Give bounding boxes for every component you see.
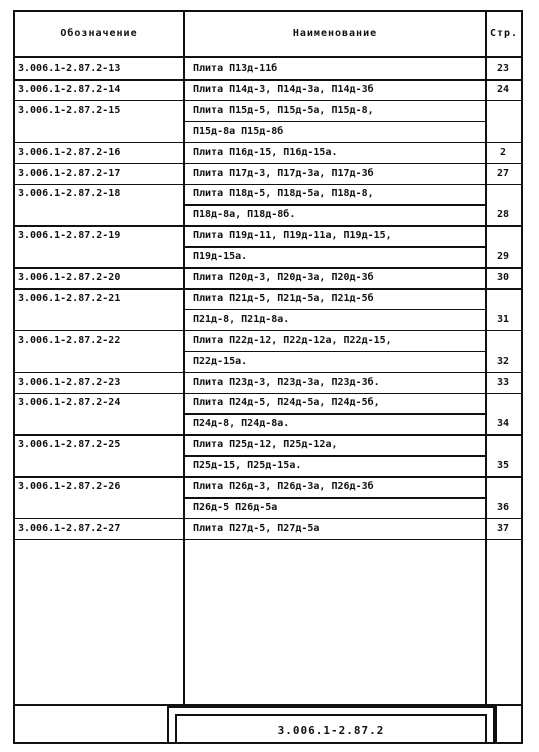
- row-name: Плита П14д-3, П14д-3а, П14д-3б: [193, 83, 374, 95]
- row-name: П26д-5 П26д-5а: [193, 501, 278, 513]
- row-name: П19д-15а.: [193, 251, 248, 263]
- table-row: [0, 60, 539, 80]
- row-designation: 3.006.1-2.87.2-14: [18, 83, 121, 95]
- table-row: [0, 227, 539, 247]
- row-page: 29: [496, 251, 510, 263]
- row-page: 28: [496, 209, 510, 221]
- document-code: 3.006.1-2.87.2: [175, 714, 487, 744]
- row-name: Плита П17д-3, П17д-3а, П17д-3б: [193, 167, 374, 179]
- row-designation: 3.006.1-2.87.2-19: [18, 230, 121, 242]
- row-page: 27: [496, 167, 510, 179]
- row-name: П25д-15, П25д-15а.: [193, 460, 302, 472]
- row-page: 35: [496, 460, 510, 472]
- table-row: [0, 457, 539, 477]
- row-page: 23: [496, 63, 510, 74]
- row-name: Плита П15д-5, П15д-5а, П15д-8,: [193, 104, 374, 116]
- table-row: [0, 123, 539, 143]
- row-page: 34: [496, 418, 510, 430]
- row-name: П21д-8, П21д-8а.: [193, 313, 290, 325]
- row-designation: 3.006.1-2.87.2-13: [18, 63, 121, 74]
- row-page: 36: [496, 501, 510, 513]
- header-designation: Обозначение: [60, 27, 138, 39]
- table-row: [0, 165, 539, 185]
- row-name: П18д-8а, П18д-8б.: [193, 209, 296, 221]
- row-designation: 3.006.1-2.87.2-24: [18, 397, 121, 409]
- table-row: [0, 248, 539, 268]
- row-page: 2: [499, 146, 507, 158]
- title-block: [167, 706, 495, 744]
- page-separator: [485, 539, 523, 541]
- row-separator: [13, 539, 523, 541]
- row-designation: 3.006.1-2.87.2-25: [18, 439, 121, 451]
- row-designation: 3.006.1-2.87.2-26: [18, 481, 121, 492]
- table-row: [0, 102, 539, 122]
- row-name: Плита П24д-5, П24д-5а, П24д-5б,: [193, 397, 380, 409]
- row-name: П15д-8а П15д-8б: [193, 125, 284, 137]
- row-name: Плита П19д-11, П19д-11а, П19д-15,: [193, 230, 392, 242]
- table-row: [0, 394, 539, 414]
- row-designation: 3.006.1-2.87.2-23: [18, 376, 121, 388]
- row-name: Плита П23д-3, П23д-3а, П23д-3б.: [193, 376, 380, 388]
- row-name: Плита П26д-3, П26д-3а, П26д-3б: [193, 481, 374, 492]
- row-page: 33: [496, 376, 510, 388]
- row-designation: 3.006.1-2.87.2-21: [18, 292, 121, 304]
- table-row: [0, 269, 539, 289]
- row-designation: 3.006.1-2.87.2-22: [18, 334, 121, 346]
- row-name: Плита П13д-11б: [193, 63, 278, 74]
- row-name: Плита П20д-3, П20д-3а, П20д-3б: [193, 272, 374, 283]
- table-row: [0, 415, 539, 435]
- table-row: [0, 311, 539, 331]
- stamp-right-divider: [495, 706, 497, 744]
- row-designation: 3.006.1-2.87.2-20: [18, 272, 121, 283]
- table-row: [0, 144, 539, 164]
- row-designation: 3.006.1-2.87.2-15: [18, 104, 121, 116]
- row-page: 30: [496, 272, 510, 283]
- table-row: [0, 436, 539, 456]
- row-designation: 3.006.1-2.87.2-27: [18, 522, 121, 534]
- row-name: П22д-15а.: [193, 355, 248, 367]
- row-name: Плита П18д-5, П18д-5а, П18д-8,: [193, 188, 374, 200]
- row-name: Плита П25д-12, П25д-12а,: [193, 439, 338, 451]
- table-row: [0, 520, 539, 540]
- row-page: 31: [496, 313, 510, 325]
- header-name: Наименование: [292, 27, 378, 39]
- header-page: Стр.: [489, 27, 519, 39]
- row-name: Плита П27д-5, П27д-5а: [193, 522, 320, 534]
- table-row: [0, 332, 539, 352]
- row-designation: 3.006.1-2.87.2-17: [18, 167, 121, 179]
- table-row: [0, 290, 539, 310]
- row-page: 24: [496, 83, 510, 95]
- row-designation: 3.006.1-2.87.2-16: [18, 146, 121, 158]
- table-row: [0, 374, 539, 394]
- header-underline: [13, 56, 523, 58]
- row-name: Плита П21д-5, П21д-5а, П21д-5б: [193, 292, 374, 304]
- table-row: [0, 499, 539, 519]
- row-page: 37: [496, 522, 510, 534]
- table-row: [0, 185, 539, 205]
- table-row: [0, 81, 539, 101]
- table-row: [0, 206, 539, 226]
- table-row: [0, 353, 539, 373]
- table-row: [0, 478, 539, 498]
- row-name: Плита П16д-15, П16д-15а.: [193, 146, 338, 158]
- row-name: Плита П22д-12, П22д-12а, П22д-15,: [193, 334, 392, 346]
- row-page: 32: [496, 355, 510, 367]
- row-designation: 3.006.1-2.87.2-18: [18, 188, 121, 200]
- row-name: П24д-8, П24д-8а.: [193, 418, 290, 430]
